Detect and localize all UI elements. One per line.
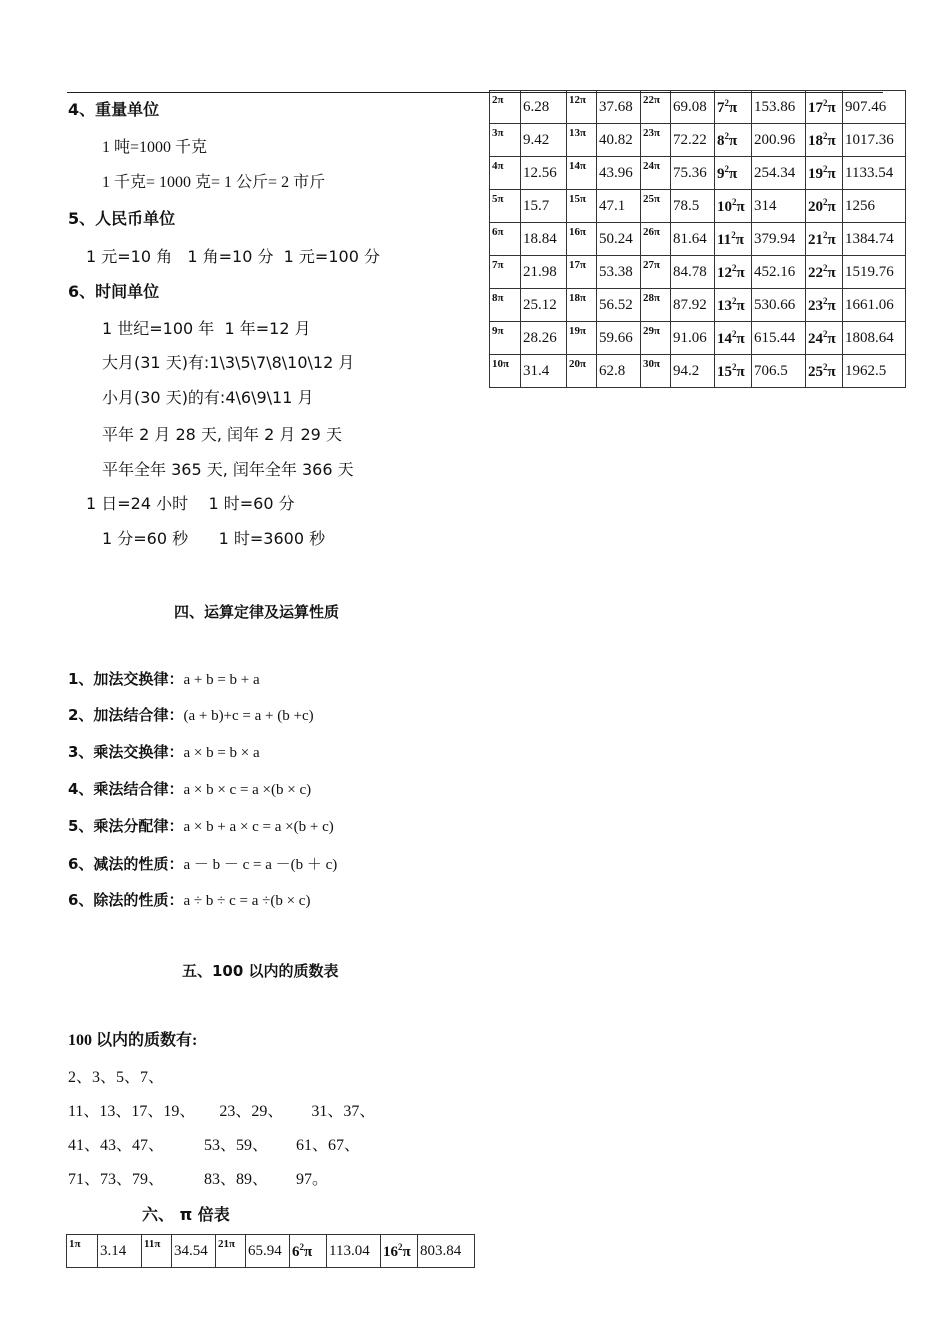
value-cell: 65.94 (246, 1235, 290, 1268)
square-base: 11 (717, 231, 732, 248)
table-row (490, 190, 906, 223)
value-cell: 1384.74 (843, 223, 906, 256)
value-cell: 53.38 (597, 256, 641, 289)
law-item (68, 778, 311, 799)
value-cell: 34.54 (172, 1235, 216, 1268)
value-cell: 84.78 (671, 256, 715, 289)
table-row (490, 223, 906, 256)
law-label: 6、除法的性质： (68, 891, 184, 909)
law-formula: a ÷ b ÷ c = a ÷(b × c) (183, 893, 311, 909)
multiplier-cell: 21π (216, 1235, 246, 1268)
pi-table-first-row (66, 1234, 475, 1268)
multiplier-cell: 12π (567, 91, 597, 124)
value-cell: 40.82 (597, 124, 641, 157)
currency-title: 5、人民币单位 (68, 209, 176, 228)
value-cell: 75.36 (671, 157, 715, 190)
value-cell: 803.84 (418, 1235, 475, 1268)
law-label: 1、加法交换律： (68, 670, 184, 688)
value-cell: 1017.36 (843, 124, 906, 157)
pi-heading: 六、 π 倍表 (142, 1205, 230, 1224)
square-multiplier-cell: $22^2\pi$ (806, 256, 843, 289)
time-line-7: 1 分=60 秒 1 时=3600 秒 (102, 529, 326, 548)
square-base: 19 (808, 165, 823, 182)
law-label: 4、乘法结合律： (68, 780, 184, 798)
square-base: 24 (808, 330, 823, 347)
square-base: 15 (717, 363, 732, 380)
value-cell: 615.44 (752, 322, 806, 355)
laws-heading: 四、运算定律及运算性质 (174, 603, 340, 621)
value-cell: 200.96 (752, 124, 806, 157)
square-multiplier-cell: $16^2\pi$ (381, 1235, 418, 1268)
square-multiplier-cell: $8^2\pi$ (715, 124, 752, 157)
square-multiplier-cell: $25^2\pi$ (806, 355, 843, 388)
law-label: 2、加法结合律： (68, 706, 184, 724)
multiplier-cell: 19π (567, 322, 597, 355)
time-line-2: 大月(31 天)有:1\3\5\7\8\10\12 月 (102, 353, 355, 372)
value-cell: 254.34 (752, 157, 806, 190)
square-base: 6 (292, 1243, 300, 1260)
multiplier-cell: 22π (641, 91, 671, 124)
square-multiplier-cell: $24^2\pi$ (806, 322, 843, 355)
square-multiplier-cell: $14^2\pi$ (715, 322, 752, 355)
multiplier-cell: 16π (567, 223, 597, 256)
value-cell: 28.26 (521, 322, 567, 355)
multiplier-cell: 25π (641, 190, 671, 223)
table-row (490, 355, 906, 388)
value-cell: 18.84 (521, 223, 567, 256)
square-base: 9 (717, 165, 725, 182)
law-formula: a × b = b × a (183, 745, 260, 761)
square-base: 12 (717, 264, 732, 281)
square-multiplier-cell: $19^2\pi$ (806, 157, 843, 190)
law-label: 5、乘法分配律： (68, 817, 184, 835)
law-item (68, 668, 260, 689)
multiplier-cell: 27π (641, 256, 671, 289)
multiplier-cell: 7π (490, 256, 521, 289)
square-base: 21 (808, 231, 823, 248)
value-cell: 706.5 (752, 355, 806, 388)
multiplier-cell: 30π (641, 355, 671, 388)
multiplier-cell: 20π (567, 355, 597, 388)
primes-line-3: 41、43、47、 53、59、 61、67、 (68, 1137, 361, 1154)
square-base: 22 (808, 264, 823, 281)
value-cell: 907.46 (843, 91, 906, 124)
value-cell: 314 (752, 190, 806, 223)
square-base: 25 (808, 363, 823, 380)
value-cell: 37.68 (597, 91, 641, 124)
value-cell: 50.24 (597, 223, 641, 256)
value-cell: 1661.06 (843, 289, 906, 322)
value-cell: 81.64 (671, 223, 715, 256)
square-multiplier-cell: $21^2\pi$ (806, 223, 843, 256)
square-multiplier-cell: $18^2\pi$ (806, 124, 843, 157)
value-cell: 1808.64 (843, 322, 906, 355)
weight-title: 4、重量单位 (68, 100, 160, 119)
multiplier-cell: 23π (641, 124, 671, 157)
value-cell: 62.8 (597, 355, 641, 388)
square-base: 18 (808, 132, 823, 149)
multiplier-cell: 14π (567, 157, 597, 190)
value-cell: 452.16 (752, 256, 806, 289)
multiplier-cell: 6π (490, 223, 521, 256)
time-line-3: 小月(30 天)的有:4\6\9\11 月 (102, 388, 314, 407)
law-item (68, 853, 337, 874)
law-item (68, 741, 260, 762)
square-multiplier-cell: $17^2\pi$ (806, 91, 843, 124)
value-cell: 69.08 (671, 91, 715, 124)
primes-intro: 100 以内的质数有: (68, 1032, 198, 1049)
multiplier-cell: 10π (490, 355, 521, 388)
law-label: 3、乘法交换律： (68, 743, 184, 761)
square-multiplier-cell: $9^2\pi$ (715, 157, 752, 190)
table-row (490, 157, 906, 190)
multiplier-cell: 3π (490, 124, 521, 157)
square-base: 8 (717, 132, 725, 149)
value-cell: 91.06 (671, 322, 715, 355)
square-base: 13 (717, 297, 732, 314)
square-multiplier-cell: $10^2\pi$ (715, 190, 752, 223)
value-cell: 1133.54 (843, 157, 906, 190)
square-base: 23 (808, 297, 823, 314)
square-base: 7 (717, 99, 725, 116)
currency-line: 1 元=10 角 1 角=10 分 1 元=100 分 (86, 247, 380, 266)
value-cell: 78.5 (671, 190, 715, 223)
square-multiplier-cell: $23^2\pi$ (806, 289, 843, 322)
weight-line-2: 1 千克= 1000 克= 1 公斤= 2 市斤 (102, 174, 326, 191)
time-line-1: 1 世纪=100 年 1 年=12 月 (102, 319, 311, 338)
primes-line-1: 2、3、5、7、 (68, 1069, 165, 1086)
square-multiplier-cell: $15^2\pi$ (715, 355, 752, 388)
value-cell: 15.7 (521, 190, 567, 223)
time-line-5: 平年全年 365 天, 闰年全年 366 天 (102, 460, 354, 479)
value-cell: 59.66 (597, 322, 641, 355)
value-cell: 6.28 (521, 91, 567, 124)
value-cell: 3.14 (98, 1235, 142, 1268)
value-cell: 113.04 (327, 1235, 381, 1268)
weight-line-1: 1 吨=1000 千克 (102, 139, 208, 156)
square-base: 14 (717, 330, 732, 347)
table-row (490, 322, 906, 355)
value-cell: 43.96 (597, 157, 641, 190)
primes-line-4: 71、73、79、 83、89、 97。 (68, 1171, 329, 1188)
square-base: 20 (808, 198, 823, 215)
law-formula: a × b × c = a ×(b × c) (183, 782, 312, 798)
multiplier-cell: 13π (567, 124, 597, 157)
square-multiplier-cell: $13^2\pi$ (715, 289, 752, 322)
multiplier-cell: 28π (641, 289, 671, 322)
value-cell: 1962.5 (843, 355, 906, 388)
law-formula: a + b = b + a (183, 672, 260, 688)
law-label: 6、减法的性质： (68, 855, 184, 873)
table-row (490, 256, 906, 289)
multiplier-cell: 26π (641, 223, 671, 256)
law-formula: a － b － c = a －(b ＋ c) (183, 857, 338, 873)
primes-heading: 五、100 以内的质数表 (182, 962, 339, 980)
value-cell: 12.56 (521, 157, 567, 190)
square-multiplier-cell: $12^2\pi$ (715, 256, 752, 289)
value-cell: 153.86 (752, 91, 806, 124)
time-title: 6、时间单位 (68, 282, 160, 301)
multiplier-cell: 17π (567, 256, 597, 289)
value-cell: 1519.76 (843, 256, 906, 289)
square-base: 10 (717, 198, 732, 215)
multiplier-cell: 5π (490, 190, 521, 223)
value-cell: 25.12 (521, 289, 567, 322)
table-row (490, 289, 906, 322)
value-cell: 47.1 (597, 190, 641, 223)
multiplier-cell: 2π (490, 91, 521, 124)
value-cell: 31.4 (521, 355, 567, 388)
table-row (67, 1235, 475, 1268)
time-line-4: 平年 2 月 28 天, 闰年 2 月 29 天 (102, 425, 342, 444)
table-row (490, 91, 906, 124)
square-multiplier-cell: $7^2\pi$ (715, 91, 752, 124)
multiplier-cell: 9π (490, 322, 521, 355)
square-multiplier-cell: $11^2\pi$ (715, 223, 752, 256)
value-cell: 56.52 (597, 289, 641, 322)
value-cell: 9.42 (521, 124, 567, 157)
multiplier-cell: 24π (641, 157, 671, 190)
law-formula: a × b + a × c = a ×(b + c) (183, 819, 334, 835)
law-item (68, 704, 314, 725)
square-multiplier-cell: $6^2\pi$ (290, 1235, 327, 1268)
law-item (68, 815, 334, 836)
square-base: 16 (383, 1243, 398, 1260)
multiplier-cell: 4π (490, 157, 521, 190)
value-cell: 72.22 (671, 124, 715, 157)
law-formula: (a + b)+c = a + (b +c) (183, 708, 314, 724)
multiplier-cell: 8π (490, 289, 521, 322)
value-cell: 21.98 (521, 256, 567, 289)
table-row (490, 124, 906, 157)
square-base: 17 (808, 99, 823, 116)
value-cell: 530.66 (752, 289, 806, 322)
multiplier-cell: 15π (567, 190, 597, 223)
pi-table (489, 90, 906, 388)
time-line-6: 1 日=24 小时 1 时=60 分 (86, 494, 295, 513)
multiplier-cell: 29π (641, 322, 671, 355)
value-cell: 94.2 (671, 355, 715, 388)
value-cell: 87.92 (671, 289, 715, 322)
multiplier-cell: 11π (142, 1235, 172, 1268)
multiplier-cell: 1π (67, 1235, 98, 1268)
value-cell: 379.94 (752, 223, 806, 256)
primes-line-2: 11、13、17、19、 23、29、 31、37、 (68, 1103, 376, 1120)
law-item (68, 889, 310, 910)
multiplier-cell: 18π (567, 289, 597, 322)
square-multiplier-cell: $20^2\pi$ (806, 190, 843, 223)
value-cell: 1256 (843, 190, 906, 223)
